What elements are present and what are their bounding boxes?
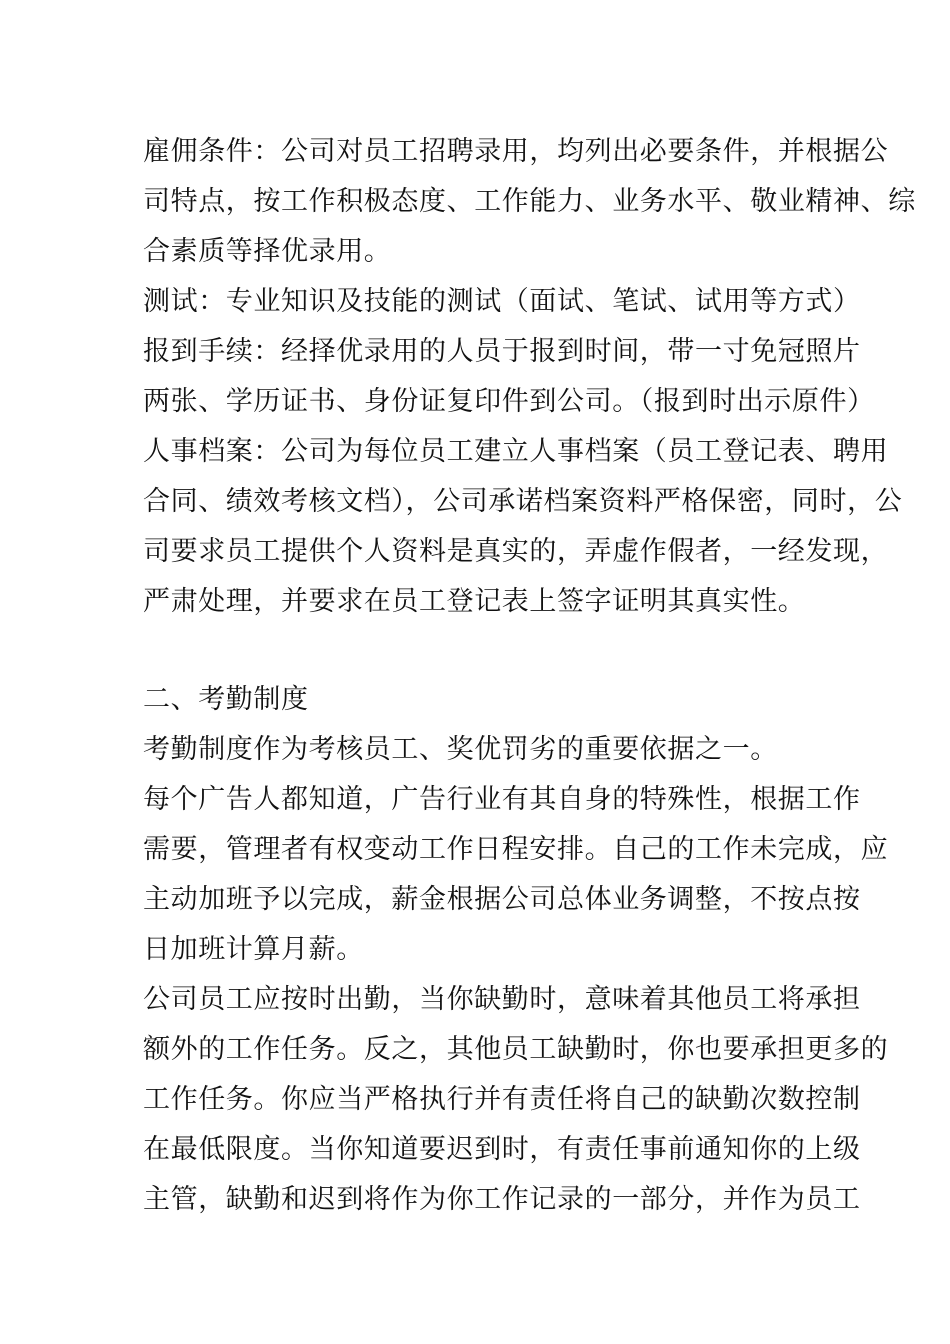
section-heading: 二、考勤制度 (143, 684, 309, 715)
text-line-15: 主动加班予以完成，薪金根据公司总体业务调整，不按点按 (143, 884, 861, 915)
text-line-6: 两张、学历证书、身份证复印件到公司。（报到时出示原件） (143, 386, 875, 417)
text-line-14: 需要，管理者有权变动工作日程安排。自己的工作未完成，应 (143, 834, 889, 865)
text-line-21: 主管，缺勤和迟到将作为你工作记录的一部分，并作为员工 (143, 1184, 861, 1215)
text-line-4: 测试：专业知识及技能的测试（面试、笔试、试用等方式） (143, 286, 861, 317)
text-line-5: 报到手续：经择优录用的人员于报到时间，带一寸免冠照片 (143, 336, 861, 367)
text-line-18: 额外的工作任务。反之，其他员工缺勤时，你也要承担更多的 (143, 1034, 889, 1065)
text-line-12: 考勤制度作为考核员工、奖优罚劣的重要依据之一。 (143, 734, 778, 765)
text-line-9: 司要求员工提供个人资料是真实的，弄虚作假者，一经发现， (143, 536, 889, 567)
text-line-17: 公司员工应按时出勤，当你缺勤时，意味着其他员工将承担 (143, 984, 861, 1015)
text-line-13: 每个广告人都知道，广告行业有其自身的特殊性，根据工作 (143, 784, 861, 815)
text-line-3: 合素质等择优录用。 (143, 236, 392, 267)
text-line-10: 严肃处理，并要求在员工登记表上签字证明其真实性。 (143, 586, 806, 617)
text-line-2: 司特点，按工作积极态度、工作能力、业务水平、敬业精神、综 (143, 186, 916, 217)
text-line-8: 合同、绩效考核文档），公司承诺档案资料严格保密，同时，公 (143, 486, 903, 517)
text-line-20: 在最低限度。当你知道要迟到时，有责任事前通知你的上级 (143, 1134, 861, 1165)
text-line-1: 雇佣条件：公司对员工招聘录用，均列出必要条件，并根据公 (143, 136, 889, 167)
text-line-7: 人事档案：公司为每位员工建立人事档案（员工登记表、聘用 (143, 436, 889, 467)
text-line-19: 工作任务。你应当严格执行并有责任将自己的缺勤次数控制 (143, 1084, 861, 1115)
text-line-16: 日加班计算月薪。 (143, 934, 364, 965)
